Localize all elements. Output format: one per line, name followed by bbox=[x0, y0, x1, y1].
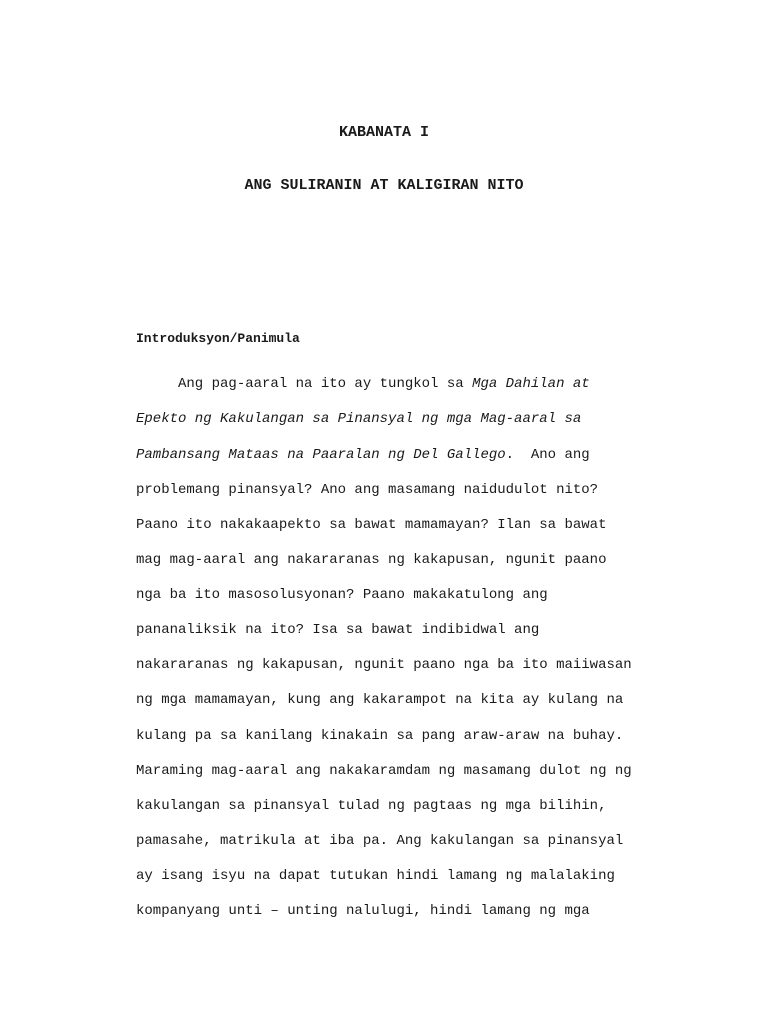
italic-text-run: Pambansang Mataas na Paaralan ng Del Gallego bbox=[136, 447, 506, 463]
paragraph-line bbox=[136, 445, 590, 465]
paragraph-line: Paano ito nakakaapekto sa bawat mamamayan? Ilan sa bawat bbox=[136, 517, 607, 533]
paragraph-line: kakulangan sa pinansyal tulad ng pagtaas ng mga bilihin, bbox=[136, 798, 607, 814]
paragraph-line: pamasahe, matrikula at iba pa. Ang kakulangan sa pinansyal bbox=[136, 833, 624, 849]
paragraph-line: ng mga mamamayan, kung ang kakarampot na kita ay kulang na bbox=[136, 692, 624, 708]
paragraph-line: kompanyang unti – unting nalulugi, hindi lamang ng mga bbox=[136, 903, 590, 919]
chapter-title: ANG SULIRANIN AT KALIGIRAN NITO bbox=[244, 177, 524, 194]
chapter-number: KABANATA I bbox=[338, 124, 429, 141]
paragraph-line bbox=[136, 374, 590, 394]
paragraph-line: pananaliksik na ito? Isa sa bawat indibidwal ang bbox=[136, 622, 540, 638]
paragraph-line: nakararanas ng kakapusan, ngunit paano nga ba ito maiiwasan bbox=[136, 657, 632, 673]
italic-text-run: Mga Dahilan at bbox=[472, 376, 590, 392]
italic-text-run: Epekto ng Kakulangan sa Pinansyal ng mga Mag-aaral sa bbox=[136, 411, 582, 427]
text-run: Ang pag-aaral na ito ay tungkol sa bbox=[136, 376, 473, 392]
paragraph-line: nga ba ito masosolusyonan? Paano makakatulong ang bbox=[136, 587, 548, 603]
paragraph-line: Maraming mag-aaral ang nakakaramdam ng masamang dulot ng ng bbox=[136, 763, 632, 779]
section-heading: Introduksyon/Panimula bbox=[136, 331, 300, 346]
paragraph-line bbox=[136, 409, 581, 429]
paragraph-line: kulang pa sa kanilang kinakain sa pang araw-araw na buhay. bbox=[136, 728, 624, 744]
paragraph-line: problemang pinansyal? Ano ang masamang naidudulot nito? bbox=[136, 482, 599, 498]
text-run: . Ano ang bbox=[505, 447, 590, 463]
paragraph-line: mag mag-aaral ang nakararanas ng kakapusan, ngunit paano bbox=[136, 552, 607, 568]
paragraph-line: ay isang isyu na dapat tutukan hindi lamang ng malalaking bbox=[136, 868, 615, 884]
